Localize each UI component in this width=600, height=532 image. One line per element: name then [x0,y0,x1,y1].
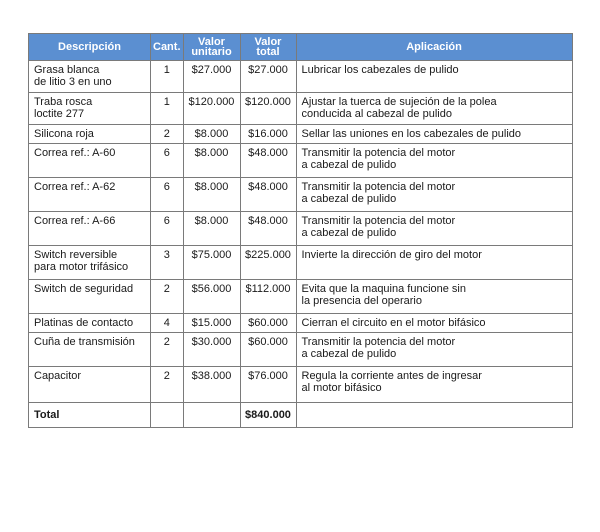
cell-valor-unitario: $15.000 [183,314,240,333]
cell-valor-total: $112.000 [240,280,296,314]
cell-valor-unitario: $30.000 [183,333,240,367]
cell-aplicacion: Regula la corriente antes de ingresar al motor bifásico [296,367,572,403]
cell-valor-unitario: $27.000 [183,61,240,93]
table-row [29,246,573,280]
cell-aplicacion: Cierran el circuito en el motor bifásico [296,314,572,333]
total-empty-unit [183,403,240,428]
table-row [29,61,573,93]
cell-cant: 6 [151,178,184,212]
cell-descripcion: Platinas de contacto [29,314,151,333]
cell-valor-total: $225.000 [240,246,296,280]
table-row [29,144,573,178]
cell-descripcion: Grasa blanca de litio 3 en uno [29,61,151,93]
cell-valor-unitario: $38.000 [183,367,240,403]
total-empty-cant [151,403,184,428]
total-value: $840.000 [240,403,296,428]
cell-valor-unitario: $8.000 [183,125,240,144]
table-row [29,280,573,314]
header-descripcion: Descripción [29,34,151,61]
cell-aplicacion: Transmitir la potencia del motor a cabezal de pulido [296,144,572,178]
header-valor-total: Valor total [240,34,296,61]
table-row [29,333,573,367]
cell-valor-total: $120.000 [240,93,296,125]
cell-valor-unitario: $120.000 [183,93,240,125]
cell-aplicacion: Transmitir la potencia del motor a cabezal de pulido [296,333,572,367]
cell-descripcion: Cuña de transmisión [29,333,151,367]
table-row [29,125,573,144]
table-row [29,212,573,246]
cell-valor-total: $60.000 [240,314,296,333]
cell-aplicacion: Sellar las uniones en los cabezales de pulido [296,125,572,144]
cell-aplicacion: Transmitir la potencia del motor a cabezal de pulido [296,178,572,212]
cell-valor-total: $48.000 [240,178,296,212]
cell-aplicacion: Ajustar la tuerca de sujeción de la polea conducida al cabezal de pulido [296,93,572,125]
table-row [29,93,573,125]
cell-cant: 6 [151,212,184,246]
cell-valor-total: $48.000 [240,144,296,178]
cell-descripcion: Switch reversible para motor trifásico [29,246,151,280]
cell-valor-unitario: $8.000 [183,178,240,212]
cell-valor-total: $60.000 [240,333,296,367]
cell-descripcion: Correa ref.: A-66 [29,212,151,246]
cell-valor-unitario: $8.000 [183,212,240,246]
cell-descripcion: Silicona roja [29,125,151,144]
cell-cant: 2 [151,280,184,314]
cell-aplicacion: Invierte la dirección de giro del motor [296,246,572,280]
cell-aplicacion: Lubricar los cabezales de pulido [296,61,572,93]
cell-aplicacion: Evita que la maquina funcione sin la presencia del operario [296,280,572,314]
cell-cant: 2 [151,367,184,403]
cell-valor-total: $76.000 [240,367,296,403]
total-label: Total [29,403,151,428]
cost-table [28,33,573,428]
table-row [29,178,573,212]
table-row [29,367,573,403]
cell-cant: 2 [151,333,184,367]
cell-cant: 3 [151,246,184,280]
cell-valor-total: $27.000 [240,61,296,93]
cell-descripcion: Capacitor [29,367,151,403]
cell-valor-total: $16.000 [240,125,296,144]
header-row [29,34,573,61]
cell-descripcion: Traba rosca loctite 277 [29,93,151,125]
table-row [29,314,573,333]
cell-valor-unitario: $56.000 [183,280,240,314]
cell-descripcion: Switch de seguridad [29,280,151,314]
cell-cant: 1 [151,93,184,125]
cell-valor-unitario: $8.000 [183,144,240,178]
cell-cant: 4 [151,314,184,333]
table-body [29,61,573,403]
cell-cant: 2 [151,125,184,144]
header-valor-unitario: Valor unitario [183,34,240,61]
cell-valor-unitario: $75.000 [183,246,240,280]
cell-cant: 6 [151,144,184,178]
cell-descripcion: Correa ref.: A-60 [29,144,151,178]
header-aplicacion: Aplicación [296,34,572,61]
total-empty-app [296,403,572,428]
cell-aplicacion: Transmitir la potencia del motor a cabezal de pulido [296,212,572,246]
cell-descripcion: Correa ref.: A-62 [29,178,151,212]
total-row [29,403,573,428]
table-container [28,33,573,428]
cell-valor-total: $48.000 [240,212,296,246]
cell-cant: 1 [151,61,184,93]
header-cant: Cant. [151,34,184,61]
